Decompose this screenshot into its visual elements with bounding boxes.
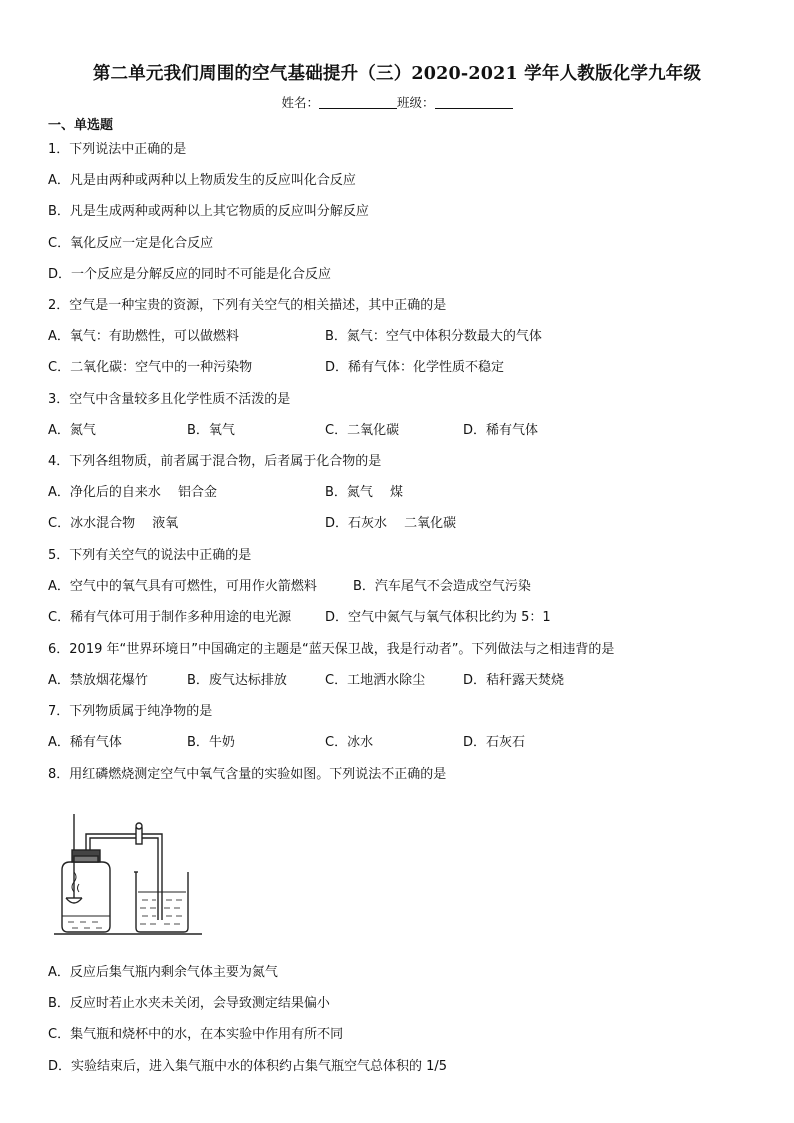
question-3-stem: 3．空气中含量较多且化学性质不活泼的是 — [48, 392, 291, 407]
name-blank[interactable] — [319, 95, 397, 109]
question-7-option-d: D．石灰石 — [463, 735, 526, 750]
question-6-option-a: A．禁放烟花爆竹 — [48, 673, 148, 688]
apparatus-diagram — [52, 812, 212, 940]
question-5-option-d: D．空气中氮气与氧气体积比约为 5：1 — [325, 610, 551, 625]
question-7-option-a: A．稀有气体 — [48, 735, 122, 750]
class-label: 班级： — [397, 95, 435, 110]
question-2-option-c: C．二氧化碳：空气中的一种污染物 — [48, 360, 253, 375]
question-3-option-d: D．稀有气体 — [463, 423, 539, 438]
question-5-option-c: C．稀有气体可用于制作多种用途的电光源 — [48, 610, 292, 625]
question-1-option-d: D．一个反应是分解反应的同时不可能是化合反应 — [48, 267, 332, 282]
question-7-option-b: B．牛奶 — [187, 735, 235, 750]
question-6-option-c: C．工地洒水除尘 — [325, 673, 426, 688]
question-1-option-b: B．凡是生成两种或两种以上其它物质的反应叫分解反应 — [48, 204, 369, 219]
section-title: 一、单选题 — [48, 118, 114, 133]
question-4-option-a: A．净化后的自来水 铝合金 — [48, 485, 218, 500]
question-1-stem: 1．下列说法中正确的是 — [48, 142, 187, 157]
beaker-water — [68, 892, 186, 928]
question-4-option-c: C．冰水混合物 液氧 — [48, 516, 179, 531]
class-blank[interactable] — [435, 95, 513, 109]
question-3-option-b: B．氧气 — [187, 423, 235, 438]
question-2-option-d: D．稀有气体：化学性质不稳定 — [325, 360, 505, 375]
question-4-stem: 4．下列各组物质，前者属于混合物，后者属于化合物的是 — [48, 454, 382, 469]
question-4-option-d: D．石灰水 二氧化碳 — [325, 516, 457, 531]
question-5-stem: 5．下列有关空气的说法中正确的是 — [48, 548, 252, 563]
name-class-line — [0, 93, 794, 111]
question-1-option-a: A．凡是由两种或两种以上物质发生的反应叫化合反应 — [48, 173, 356, 188]
question-6-option-b: B．废气达标排放 — [187, 673, 287, 688]
question-5-option-b: B．汽车尾气不会造成空气污染 — [353, 579, 531, 594]
question-8-stem: 8．用红磷燃烧测定空气中氧气含量的实验如图。下列说法不正确的是 — [48, 767, 447, 782]
question-6-option-d: D．秸秆露天焚烧 — [463, 673, 565, 688]
question-2-option-b: B．氮气：空气中体积分数最大的气体 — [325, 329, 542, 344]
question-8-option-d: D．实验结束后，进入集气瓶中水的体积约占集气瓶空气总体积的 1/5 — [48, 1059, 448, 1074]
experiment-apparatus-figure — [52, 812, 212, 944]
question-2-option-a: A．氧气：有助燃性，可以做燃料 — [48, 329, 239, 344]
question-3-option-a: A．氮气 — [48, 423, 96, 438]
question-5-option-a: A．空气中的氧气具有可燃性，可用作火箭燃料 — [48, 579, 317, 594]
question-8-option-a: A．反应后集气瓶内剩余气体主要为氮气 — [48, 965, 278, 980]
question-1-option-c: C．氧化反应一定是化合反应 — [48, 236, 214, 251]
question-2-stem: 2．空气是一种宝贵的资源，下列有关空气的相关描述，其中正确的是 — [48, 298, 447, 313]
question-4-option-b: B．氮气 煤 — [325, 485, 404, 500]
question-8-option-b: B．反应时若止水夹未关闭，会导致测定结果偏小 — [48, 996, 330, 1011]
question-8-option-c: C．集气瓶和烧杯中的水，在本实验中作用有所不同 — [48, 1027, 344, 1042]
page-title: 第二单元我们周围的空气基础提升（三）2020-2021 学年人教版化学九年级 — [92, 64, 702, 84]
name-label: 姓名： — [281, 95, 319, 110]
question-7-stem: 7．下列物质属于纯净物的是 — [48, 704, 213, 719]
question-7-option-c: C．冰水 — [325, 735, 374, 750]
question-3-option-c: C．二氧化碳 — [325, 423, 400, 438]
question-6-stem: 6．2019 年“世界环境日”中国确定的主题是“蓝天保卫战，我是行动者”。下列做法与之相违背的是 — [48, 642, 615, 657]
